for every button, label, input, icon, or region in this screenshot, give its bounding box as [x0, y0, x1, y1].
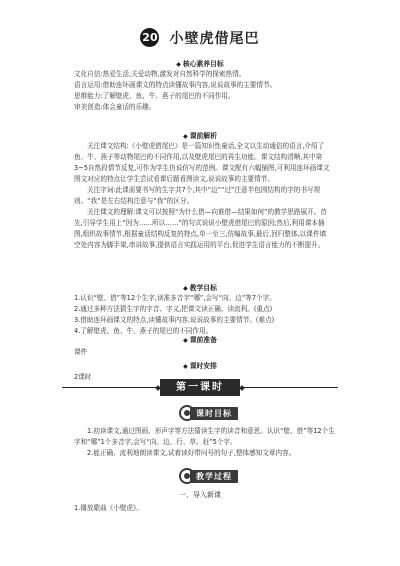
- objective-line: 3.借助连环画课文的特点,读懂故事内容,说说故事的主要情节。(难点): [74, 316, 275, 324]
- lesson-title-row: [0, 27, 400, 47]
- analysis-block: [74, 141, 330, 251]
- period-goals-tag: 课时目标: [190, 407, 238, 420]
- objective-line: 4.了解壁虎、鱼、牛、燕子的尾巴的不同作用。: [74, 327, 213, 335]
- process-tag: 教学过程: [190, 470, 238, 483]
- core-goal-line: 思维能力:了解壁虎、鱼、牛、燕子的尾巴的不同作用。: [74, 92, 235, 100]
- prep-heading: ◆ 课前准备: [183, 336, 217, 344]
- core-goal-line: 语言运用:借助连环画课文的特点读懂故事内容,说说故事的主要情节。: [74, 81, 277, 89]
- objective-line: 1.认识“壁、借”等12个生字,读准多音字“哪”,会写“向、边”等7个字。: [74, 294, 276, 302]
- period-goal-line: 1.初读课文,通过图画、形声字等方法猜读生字的读音和意思。认识“壁、借”等12个生字和“哪”1个多音字,会写“向、边、行、草、赶”5个字。: [74, 427, 335, 446]
- diamond-icon: ◆: [183, 133, 188, 140]
- analysis-paragraph: 关注课文结构:《小壁虎借尾巴》是一篇知识性童话,全文以生动通俗的语言,介绍了鱼、牛、燕子等动物尾巴的不同作用,以及壁虎尾巴的再生功能。课文结构清晰,其中第3~5自然段情节反复,可作为学生仿说仿写的范例。课文配有六幅插图,可利用连环画课文图文对应的特点让学生尝试看课后题看图读文,说说故事的主要情节。: [74, 142, 330, 183]
- analysis-heading: ◆ 课前解析: [183, 132, 217, 140]
- period-goal-line: 2.能正确、流利地朗读课文,试着读好带问号的句子,整体感知文章内容。: [87, 449, 296, 457]
- lesson-title: 小壁虎借尾巴: [169, 30, 260, 47]
- objective-line: 2.通过多种方法猜生字的字音、字义,把课文读正确、读流利。(重点): [74, 305, 273, 313]
- core-goals-heading: ◆ 核心素养目标: [176, 60, 224, 68]
- analysis-paragraph: 关注字词:此课需要书写的生字共7个,其中“边”“过”注意半包围结构的字的书写规则。“我”是左右结构注意与“我”的区分。: [74, 186, 321, 205]
- objectives-block: [74, 293, 330, 337]
- diamond-icon: ◆: [176, 61, 181, 68]
- core-goal-line: 文化自信:热爱生活,关爱动物,激发对自然科学的探索热情。: [74, 70, 246, 78]
- step-title: 一、导入新课: [179, 491, 221, 499]
- schedule-content: 2课时: [74, 373, 92, 381]
- diamond-icon: ◆: [183, 285, 188, 292]
- schedule-heading: ◆ 课时安排: [183, 362, 217, 370]
- lesson-number-badge: 20: [140, 28, 159, 47]
- step-line: 1.播放歌曲《小壁虎》。: [74, 504, 143, 512]
- prep-content: 课件: [74, 348, 88, 356]
- period-goals-block: [74, 426, 336, 459]
- diamond-icon: ◆: [183, 363, 188, 370]
- diamond-icon: ◆: [183, 337, 188, 344]
- analysis-paragraph: 关注课文的理解:课文可以按照“为什么借—向谁借—结果如何”的教学思路展开。首先,引导学生用上“因为……所以……”的句式说说小壁虎借尾巴的原因;然后,利用课本插图,组织故事情节,根据童话结构反复的特点,单一至三,仿编故事,最后,回归整体,以课件填空处内容为脚手架,串讲故事,提供语言实践运用的平台,促进学生语言能力的不断提升。: [74, 208, 327, 249]
- core-goal-line: 审美创造:体会童话的乐趣。: [74, 103, 156, 111]
- objectives-heading: ◆ 教学目标: [183, 284, 217, 292]
- first-period-banner: 第一课时: [160, 379, 240, 396]
- core-goals-block: [74, 69, 330, 113]
